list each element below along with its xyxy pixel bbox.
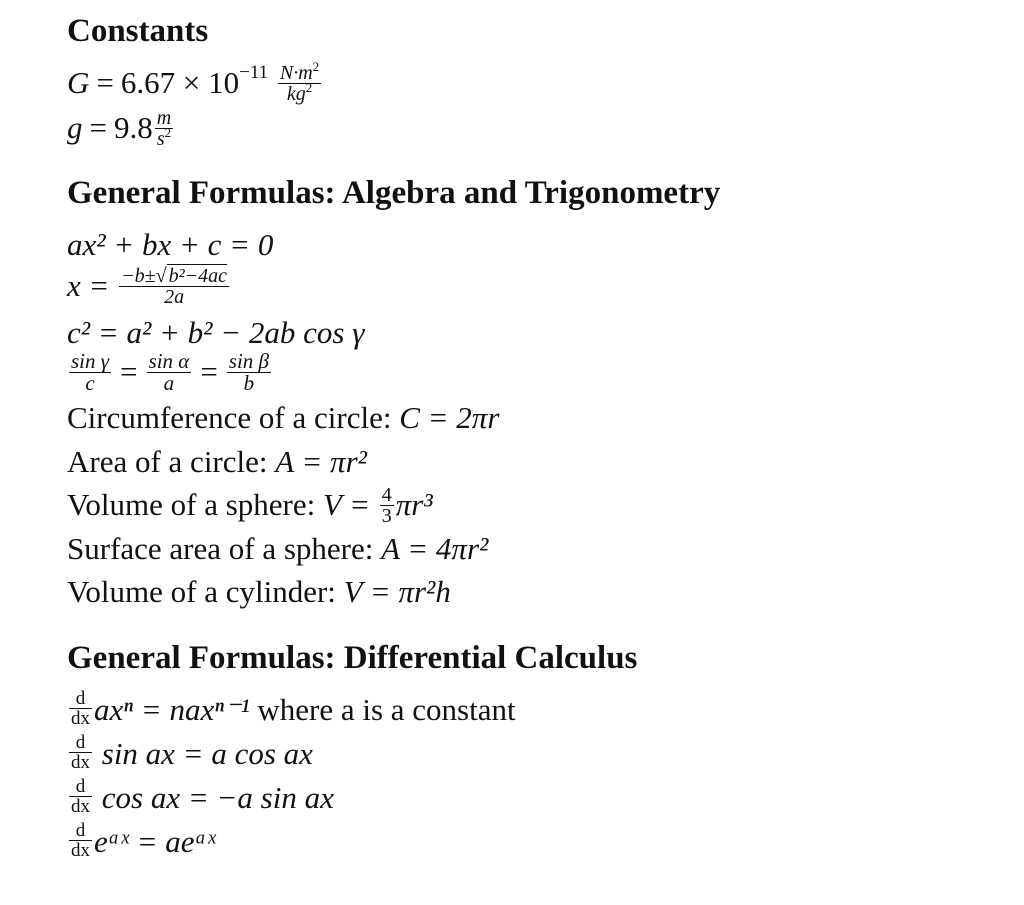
derivative-cos-rule: $\frac{d}{dx}$ cos ax = −a sin ax (71, 776, 334, 818)
sqrt-symbol: √ b²−4ac (155, 265, 228, 288)
section-title-algebra: General Formulas: Algebra and Trigonometry (67, 175, 721, 211)
quadratic-fraction: $\frac{\text{−b±√ b²−4ac}}{2a}$ (121, 265, 228, 309)
sphere-volume-line: Volume of a sphere: V = $\frac{4}{3}$ πr³ (67, 484, 433, 528)
sphere-area-line: Surface area of a sphere: A = 4πr² (67, 531, 489, 566)
section-title-calculus: General Formulas: Differential Calculus (67, 640, 638, 676)
area-circle-line: Area of a circle: A = πr² (67, 444, 367, 479)
derivative-power-rule: $\frac{d}{dx}$ axⁿ = naxⁿ⁻¹ where a is a constant (71, 688, 516, 730)
constant-g: g = 9.8 $\frac{m}{s^2}$ (67, 107, 172, 151)
circumference-line: Circumference of a circle: C = 2πr (67, 400, 500, 435)
derivative-sin-rule: $\frac{d}{dx}$ sin ax = a cos ax (71, 732, 313, 774)
g-unit-fraction: $\frac{m}{s^2}$ (156, 107, 172, 151)
G-unit-fraction: $\frac{N\cdot m^2}{kg^2}$ (279, 59, 320, 106)
derivative-operator: $\frac{d}{dx}$ (71, 776, 90, 818)
constant-G: $G = 6.67 \times 10^{-11}$ $\frac{N\cdot m^2}{kg^2}$ (67, 59, 320, 106)
quadratic-formula: x = $\frac{\text{−b±√ b²−4ac}}{2a}$ (67, 265, 228, 309)
derivative-operator: $\frac{d}{dx}$ (71, 820, 90, 862)
cylinder-volume-line: Volume of a cylinder: V = πr²h (67, 574, 451, 609)
section-title-constants: Constants (67, 13, 209, 49)
derivative-operator: $\frac{d}{dx}$ (71, 688, 90, 730)
derivative-operator: $\frac{d}{dx}$ (71, 732, 90, 774)
derivative-exp-rule: $\frac{d}{dx}$ eᵃˣ = aeᵃˣ (71, 820, 216, 862)
law-of-cosines: c² = a² + b² − 2ab cos γ (67, 315, 365, 350)
quadratic-equation: ax² + bx + c = 0 (67, 227, 274, 262)
law-of-sines: $\frac{\text{sin γ}}{c}$ = $\frac{\text{sin α}}{a}$ = $\frac{\text{sin β}}{b}$ (71, 349, 270, 396)
